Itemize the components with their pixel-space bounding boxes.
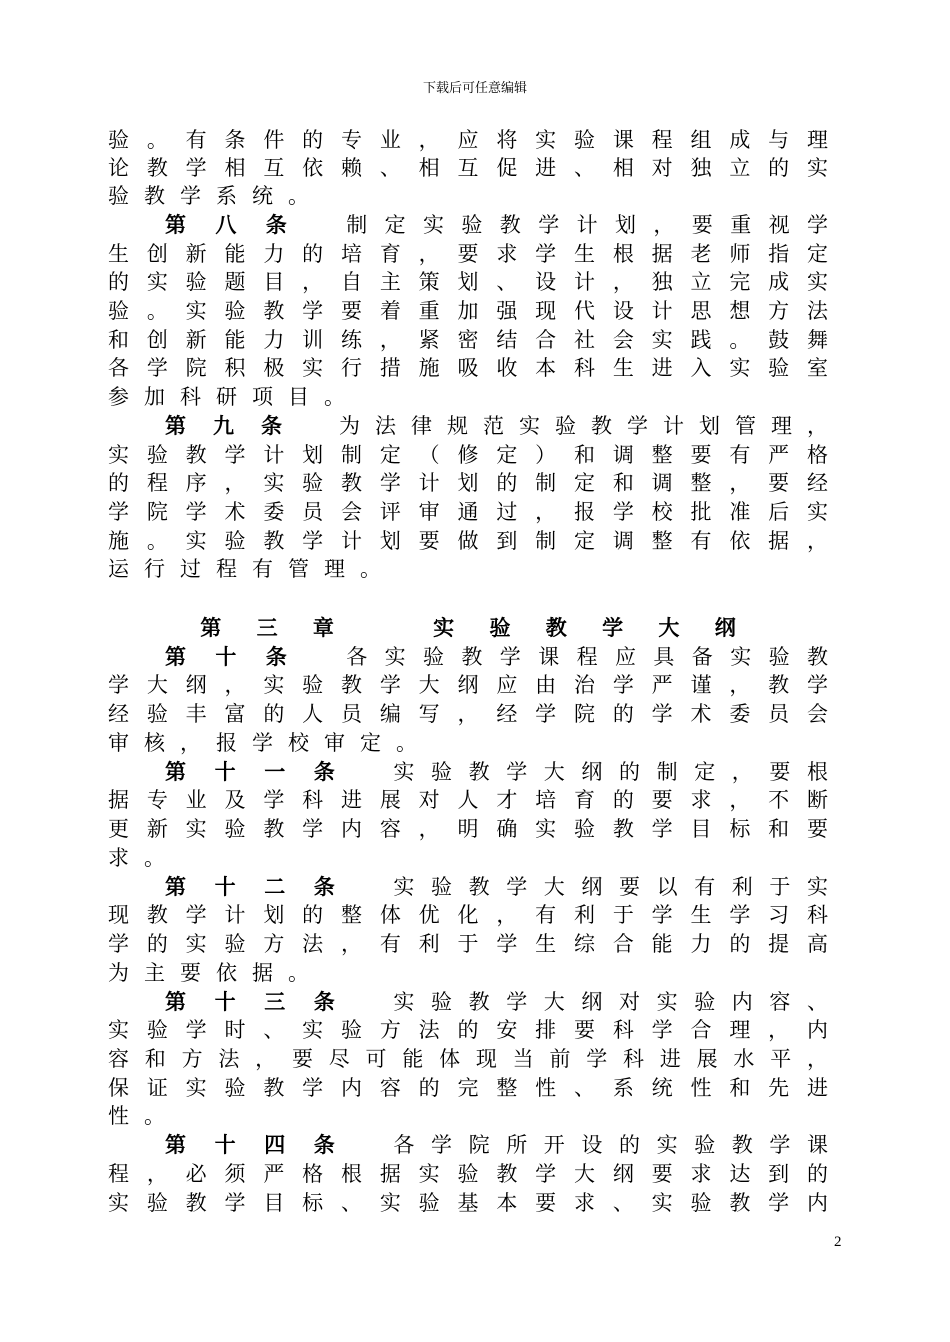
text-line — [108, 555, 828, 583]
text-line — [165, 873, 828, 901]
chapter-title: 第 三 章 实 验 教 学 大 纲 — [200, 615, 750, 640]
line-text: 实验教学大纲的制定，要根 — [393, 760, 829, 784]
text-line — [108, 354, 828, 382]
text-line — [165, 1131, 828, 1159]
line-text: 各学院所开设的实验教学课 — [393, 1133, 829, 1157]
line-text: 程，必须严格根据实验教学大纲要求达到的 — [108, 1162, 828, 1186]
line-text: 实验教学目标、实验基本要求、实验教学内 — [108, 1191, 828, 1215]
line-text: 求。 — [108, 846, 180, 870]
line-text: 各实验教学课程应具备实验教 — [346, 645, 829, 669]
line-text: 审核，报学校审定。 — [108, 731, 432, 755]
article-number: 第十二条 — [165, 874, 364, 899]
text-line — [108, 182, 828, 210]
text-line — [108, 1045, 828, 1073]
text-line — [108, 930, 828, 958]
text-line — [108, 786, 828, 814]
text-line — [108, 383, 828, 411]
text-line — [165, 988, 828, 1016]
line-text: 各学院积极实行措施吸收本科生进入实验室 — [108, 356, 828, 380]
text-line — [108, 700, 828, 728]
text-line — [108, 498, 828, 526]
line-text: 论教学相互依赖、相互促进、相对独立的实 — [108, 156, 828, 180]
line-text: 实验教学大纲要以有利于实 — [393, 875, 829, 899]
line-text: 容和方法，要尽可能体现当前学科进展水平， — [108, 1047, 828, 1071]
line-text: 性。 — [108, 1104, 180, 1128]
text-line — [108, 671, 828, 699]
line-text: 实验教学计划制定（修定）和调整要有严格 — [108, 443, 828, 467]
text-line — [108, 326, 828, 354]
line-text: 生创新能力的培育，要求学生根据老师指定 — [108, 242, 828, 266]
line-text: 学大纲，实验教学大纲应由治学严谨，教学 — [108, 673, 828, 697]
text-line — [108, 297, 828, 325]
line-text: 实验教学大纲对实验内容、 — [393, 990, 829, 1014]
line-text: 验。实验教学要着重加强现代设计思想方法 — [108, 299, 828, 323]
text-line — [108, 1189, 828, 1217]
text-line — [108, 240, 828, 268]
text-line — [165, 412, 828, 440]
line-text: 为主要依据。 — [108, 961, 324, 985]
line-text: 运行过程有管理。 — [108, 557, 396, 581]
text-line — [165, 211, 828, 239]
line-text: 的实验题目，自主策划、设计，独立完成实 — [108, 270, 828, 294]
line-text: 现教学计划的整体优化，有利于学生学习科 — [108, 903, 828, 927]
line-text: 验。有条件的专业，应将实验课程组成与理 — [108, 128, 828, 152]
text-line — [108, 441, 828, 469]
text-line — [108, 1102, 828, 1130]
line-text: 和创新能力训练，紧密结合社会实践。鼓舞 — [108, 328, 828, 352]
line-text: 学院学术委员会评审通过，报学校批准后实 — [108, 500, 828, 524]
article-number: 第九条 — [165, 413, 309, 438]
text-line — [108, 1160, 828, 1188]
line-text: 验教学系统。 — [108, 184, 324, 208]
article-number: 第八条 — [165, 212, 317, 237]
line-text: 实验学时、实验方法的安排要科学合理，内 — [108, 1018, 828, 1042]
article-number: 第十三条 — [165, 989, 364, 1014]
line-text: 保证实验教学内容的完整性、系统性和先进 — [108, 1076, 828, 1100]
line-text: 施。实验教学计划要做到制定调整有依据， — [108, 529, 828, 553]
text-line — [108, 1074, 828, 1102]
article-number: 第十一条 — [165, 759, 364, 784]
line-text: 据专业及学科进展对人才培育的要求，不断 — [108, 788, 828, 812]
text-line — [165, 643, 828, 671]
page-number: 2 — [834, 1234, 842, 1250]
page-header: 下载后可任意编辑 — [422, 81, 527, 96]
text-line — [108, 268, 828, 296]
line-text: 学的实验方法，有利于学生综合能力的提高 — [108, 932, 828, 956]
text-line — [108, 959, 828, 987]
article-number: 第十四条 — [165, 1132, 364, 1157]
text-line — [108, 154, 828, 182]
text-line — [165, 758, 828, 786]
text-line — [108, 844, 828, 872]
text-line — [108, 815, 828, 843]
text-line — [108, 527, 828, 555]
text-line — [108, 1016, 828, 1044]
text-line — [108, 901, 828, 929]
text-line — [108, 126, 828, 154]
line-text: 制定实验教学计划，要重视学 — [346, 213, 829, 237]
line-text: 的程序，实验教学计划的制定和调整，要经 — [108, 471, 828, 495]
line-text: 参加科研项目。 — [108, 385, 360, 409]
line-text: 经验丰富的人员编写，经学院的学术委员会 — [108, 702, 828, 726]
article-number: 第十条 — [165, 644, 317, 669]
line-text: 更新实验教学内容，明确实验教学目标和要 — [108, 817, 828, 841]
text-line — [108, 469, 828, 497]
text-line — [108, 729, 828, 757]
line-text: 为法律规范实验教学计划管理， — [339, 414, 828, 438]
